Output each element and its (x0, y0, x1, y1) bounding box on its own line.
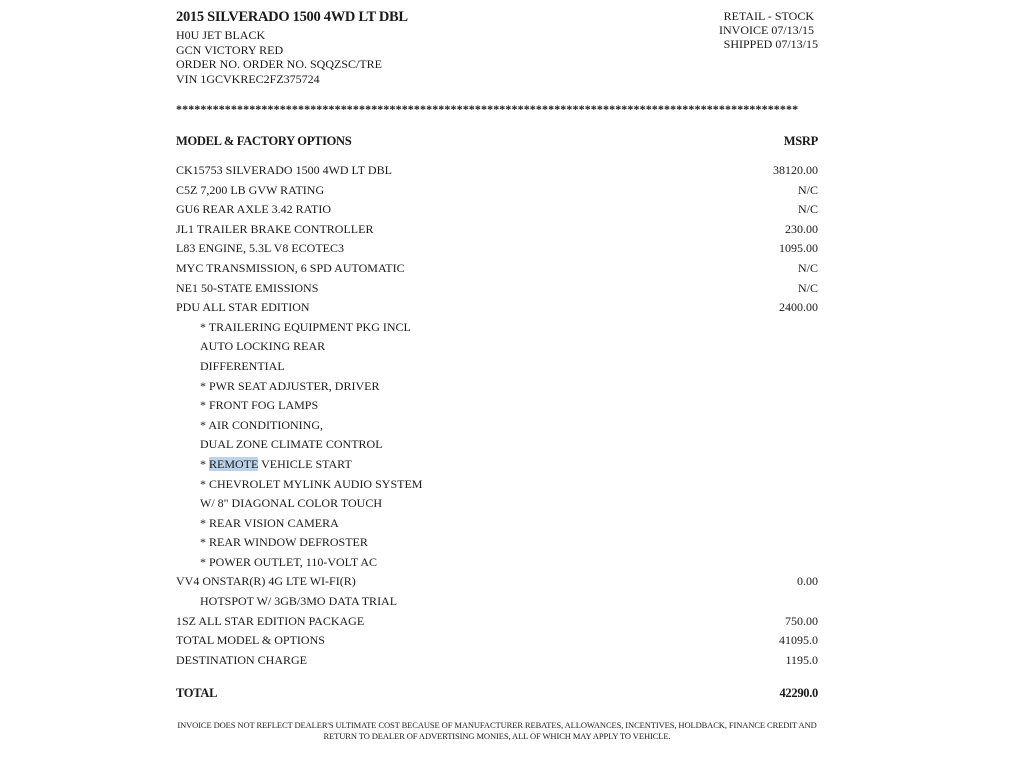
invoice-disclaimer: INVOICE DOES NOT REFLECT DEALER'S ULTIMATE COST BECAUSE OF MANUFACTURER REBATES, ALLOWANCES, INCENTIVES, HOLDBACK, FINANCE CREDIT AND RETURN TO DEALER OF ADVERTISING MONIES, ALL OF WHICH MAY APPLY TO VEHICLE. (177, 720, 817, 741)
total-label: TOTAL (176, 686, 218, 700)
option-desc[interactable]: JL1 TRAILER BRAKE CONTROLLER (176, 221, 374, 236)
options-heading: MODEL & FACTORY OPTIONS (176, 134, 352, 148)
option-row (176, 161, 818, 181)
option-row (176, 200, 818, 220)
option-price: 750.00 (785, 613, 818, 628)
option-row (176, 494, 818, 514)
option-price: N/C (797, 260, 818, 275)
option-row (176, 298, 818, 318)
option-detail[interactable] (200, 455, 352, 475)
option-suffix: VEHICLE START (258, 456, 352, 471)
option-row (176, 435, 818, 455)
subtotal-amount: 41095.0 (779, 633, 818, 648)
option-detail[interactable]: * FRONT FOG LAMPS (200, 398, 319, 413)
destination-label[interactable]: DESTINATION CHARGE (176, 652, 307, 667)
option-price: 2400.00 (779, 300, 818, 315)
option-detail[interactable]: HOTSPOT W/ 3GB/3MO DATA TRIAL (200, 594, 398, 609)
sale-type: RETAIL - STOCK (723, 9, 814, 23)
total-amount: 42290.0 (779, 686, 818, 700)
option-desc[interactable]: GU6 REAR AXLE 3.42 RATIO (176, 202, 331, 217)
option-detail[interactable]: DIFFERENTIAL (200, 358, 285, 373)
destination-row (176, 651, 818, 671)
option-desc[interactable]: 1SZ ALL STAR EDITION PACKAGE (176, 613, 365, 628)
subtotal-row (176, 631, 818, 651)
option-row (176, 239, 818, 259)
option-price: 230.00 (785, 221, 818, 236)
option-row (176, 572, 818, 592)
option-price: 38120.00 (773, 163, 818, 177)
order-number: ORDER NO. ORDER NO. SQQZSC/TRE (176, 57, 383, 71)
option-detail[interactable]: * AIR CONDITIONING, (200, 417, 323, 432)
option-row (176, 553, 818, 573)
option-price: N/C (797, 202, 818, 217)
option-detail[interactable]: DUAL ZONE CLIMATE CONTROL (200, 437, 383, 452)
option-desc[interactable]: PDU ALL STAR EDITION (176, 300, 310, 315)
option-row (176, 416, 818, 436)
option-row (176, 377, 818, 397)
option-row (176, 337, 818, 357)
exterior-color: H0U JET BLACK (176, 28, 266, 42)
interior-color: GCN VICTORY RED (176, 43, 284, 57)
option-detail[interactable]: * REAR VISION CAMERA (200, 515, 339, 530)
option-row (176, 220, 818, 240)
option-row (176, 592, 818, 612)
vin-number: VIN 1GCVKREC2FZ375724 (176, 72, 320, 86)
option-prefix: * (200, 456, 209, 471)
shipped-date: SHIPPED 07/13/15 (723, 37, 818, 51)
option-detail[interactable]: * CHEVROLET MYLINK AUDIO SYSTEM (200, 476, 423, 491)
option-price: N/C (797, 280, 818, 295)
subtotal-label[interactable]: TOTAL MODEL & OPTIONS (176, 633, 325, 648)
option-row (176, 181, 818, 201)
total-row (176, 686, 818, 702)
selected-text-highlight[interactable]: REMOTE (209, 456, 259, 471)
options-list (176, 161, 818, 670)
option-row (176, 514, 818, 534)
option-row (176, 533, 818, 553)
option-price: 1095.00 (779, 241, 818, 256)
option-price: N/C (797, 182, 818, 197)
vehicle-title: 2015 SILVERADO 1500 4WD LT DBL (176, 9, 408, 25)
option-price: 0.00 (797, 574, 818, 589)
option-row (176, 357, 818, 377)
option-detail[interactable]: * REAR WINDOW DEFROSTER (200, 535, 368, 550)
option-detail[interactable]: * TRAILERING EQUIPMENT PKG INCL (200, 319, 411, 334)
option-desc[interactable]: MYC TRANSMISSION, 6 SPD AUTOMATIC (176, 260, 405, 275)
option-detail[interactable]: * PWR SEAT ADJUSTER, DRIVER (200, 378, 380, 393)
option-desc[interactable]: CK15753 SILVERADO 1500 4WD LT DBL (176, 163, 392, 177)
separator-line: ****************************************************************************************************** (176, 102, 799, 116)
option-row (176, 612, 818, 632)
option-desc[interactable]: VV4 ONSTAR(R) 4G LTE WI-FI(R) (176, 574, 356, 589)
option-row (176, 259, 818, 279)
option-desc[interactable]: NE1 50-STATE EMISSIONS (176, 280, 319, 295)
option-detail[interactable]: * POWER OUTLET, 110-VOLT AC (200, 554, 377, 569)
option-row (176, 318, 818, 338)
destination-amount: 1195.0 (785, 652, 818, 667)
option-row (176, 475, 818, 495)
option-detail[interactable]: AUTO LOCKING REAR (200, 339, 326, 354)
option-desc[interactable]: L83 ENGINE, 5.3L V8 ECOTEC3 (176, 241, 344, 256)
option-row (176, 396, 818, 416)
option-row (176, 455, 818, 475)
invoice-date: INVOICE 07/13/15 (719, 23, 814, 37)
option-row (176, 279, 818, 299)
msrp-heading: MSRP (783, 134, 818, 148)
option-detail[interactable]: W/ 8" DIAGONAL COLOR TOUCH (200, 496, 383, 511)
option-desc[interactable]: C5Z 7,200 LB GVW RATING (176, 182, 325, 197)
